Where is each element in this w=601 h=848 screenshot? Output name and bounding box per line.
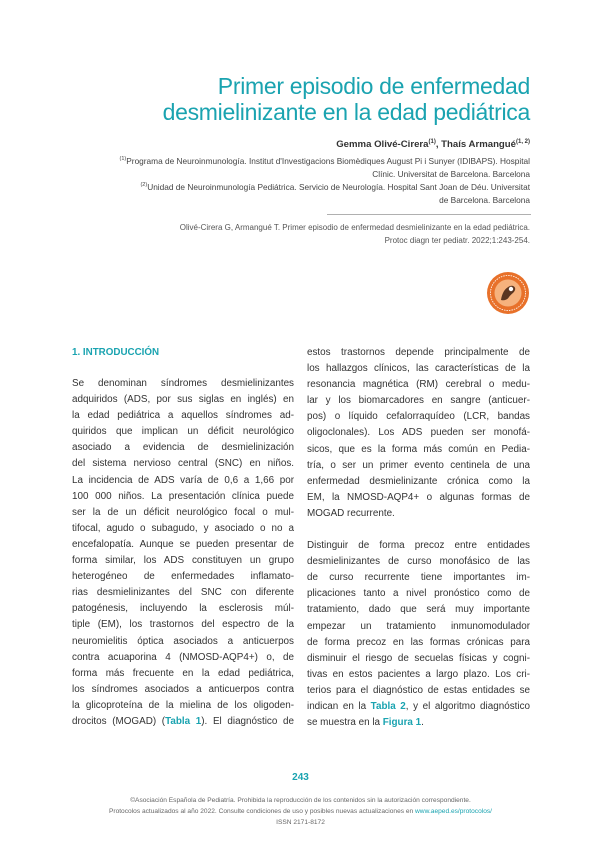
left-line-15: patogénesis, incluyendo la esclerosis múl- bbox=[72, 603, 294, 615]
left-line-20: los síndromes asociados a anticuerpos contra bbox=[72, 683, 294, 695]
affiliation-1 bbox=[120, 153, 530, 181]
affiliation-1-line-2: Clínic. Universitat de Barcelona. Barcelona bbox=[372, 168, 530, 179]
left-line-21: la glicoproteína de la mielina de los oligoden- bbox=[72, 699, 294, 711]
tabla-1-link[interactable]: Tabla 1 bbox=[165, 715, 202, 727]
right-paragraph-1 bbox=[307, 345, 530, 522]
affiliation-2-line-1: Unidad de Neuroinmunología Pediátrica. Servicio de Neurología. Hospital Sant Joan de Déu. Universitat bbox=[147, 181, 530, 192]
right-p2-line-11 bbox=[307, 699, 530, 715]
affiliation-1-line-1: Programa de Neuroinmunología. Institut d'Investigacions Biomèdiques August Pi i Sunyer (IDIBAPS). Hospital bbox=[126, 155, 530, 166]
left-line-8: 100 000 niños. La presentación clínica puede bbox=[72, 490, 294, 502]
right-p1-line-10: EM, la NMOSD-AQP4+ o algunas formas de bbox=[307, 491, 530, 503]
citation-divider bbox=[327, 214, 531, 215]
section-heading: 1. INTRODUCCIÓN bbox=[72, 347, 160, 358]
left-line-7: La incidencia de ADS varía de 0,6 a 1,66 por bbox=[72, 474, 294, 486]
right-p2-line-4: plicaciones tanto a nivel pronóstico como de bbox=[307, 588, 530, 600]
title-line-1: Primer episodio de enfermedad bbox=[217, 73, 530, 99]
left-line-9: ser la de un déficit neurológico focal o mul- bbox=[72, 506, 294, 518]
aep-seal-logo-icon bbox=[486, 271, 530, 315]
affiliation-1-mark: (1) bbox=[119, 156, 127, 162]
right-p2-line-9: tivas en estos pacientes a largo plazo. Los cri- bbox=[307, 668, 530, 680]
author-2: Thaís Armangué bbox=[441, 139, 516, 151]
right-p1-line-6: oligoclonales). Los ADS pueden ser monofá- bbox=[307, 427, 530, 439]
author-2-affil: (1, 2) bbox=[515, 139, 530, 145]
right-p2-line-3: de curso recurrente tiene importantes im- bbox=[307, 572, 530, 584]
left-last-line bbox=[72, 714, 294, 730]
right-p1-line-2: los hallazgos clínicos, las características de la bbox=[307, 363, 530, 375]
affiliation-2 bbox=[140, 179, 530, 207]
left-paragraph bbox=[72, 376, 294, 730]
footer-url-link[interactable]: www.aeped.es/protocolos/ bbox=[415, 808, 493, 815]
right-p1-line-8: tría, o ser un primer evento centinela de una bbox=[307, 459, 530, 471]
citation-line-1: Olivé-Cirera G, Armangué T. Primer episodio de enfermedad desmielinizante en la edad pediátrica. bbox=[179, 223, 530, 232]
left-line-14: rias desmielinizantes del SNC con diferente bbox=[72, 587, 294, 599]
left-line-16: tiple (EM), los trastornos del espectro de la bbox=[72, 619, 294, 631]
footer-update-text: Protocolos actualizados al año 2022. Consulte condiciones de uso y posibles nuevas actualizaciones en bbox=[108, 808, 416, 815]
left-line-10: tifocal, agudo o subagudo, y asociado o no a bbox=[72, 522, 294, 534]
left-line-17: neuromielitis óptica asociados a anticuerpos bbox=[72, 635, 294, 647]
page-number: 243 bbox=[292, 772, 309, 783]
author-separator: , bbox=[435, 139, 442, 151]
left-line-19: forma más frecuente en la edad pediátrica, bbox=[72, 667, 294, 679]
right-p2-line-12 bbox=[307, 715, 530, 731]
article-title bbox=[163, 73, 530, 125]
left-line-3: la edad pediátrica a aquellos síndromes ad- bbox=[72, 410, 294, 422]
right-p2-line-10: terios para el diagnóstico de estas entidades se bbox=[307, 684, 530, 696]
right-p1-line-7: sicos, que es la forma más común en Pedia- bbox=[307, 443, 530, 455]
affiliation-2-mark: (2) bbox=[140, 182, 148, 188]
left-last-line-end: ). El diagnóstico de bbox=[201, 715, 294, 727]
right-p1-line-4: lar y los biomarcadores en sangre (anticuer- bbox=[307, 395, 530, 407]
authors bbox=[336, 139, 530, 150]
left-line-4: quiridos que implican un déficit neurológico bbox=[72, 426, 294, 438]
citation bbox=[180, 221, 530, 247]
right-p2-line-2: desmielinizantes de curso monofásico de las bbox=[307, 556, 530, 568]
right-line-11-start: indican en la bbox=[307, 700, 371, 712]
left-line-18: contra acuaporina 4 (NMOSD-AQP4+) o, de bbox=[72, 651, 294, 663]
footer-issn: ISSN 2171-8172 bbox=[276, 819, 325, 826]
right-line-11-end: , y el algoritmo diagnóstico bbox=[405, 700, 530, 712]
right-p2-line-7: de forma precoz en las formas crónicas para bbox=[307, 636, 530, 648]
right-p1-line-1: estos trastornos depende principalmente de bbox=[307, 347, 530, 358]
right-p2-line-5: tratamiento, dado que será muy importante bbox=[307, 604, 530, 616]
right-p1-line-11: MOGAD recurrente. bbox=[307, 507, 395, 519]
left-last-line-start: drocitos (MOGAD) ( bbox=[72, 715, 166, 727]
affiliation-2-line-2: de Barcelona. Barcelona bbox=[439, 194, 530, 205]
right-p1-line-5: pos) o líquido cefalorraquídeo (LCR, bandas bbox=[307, 411, 530, 423]
right-p1-line-9: enfermedad desmielinizante crónica como la bbox=[307, 475, 530, 487]
right-p2-line-1: Distinguir de forma precoz entre entidades bbox=[307, 540, 530, 552]
left-line-2: adquiridos (ADS, por sus siglas en inglés) en bbox=[72, 394, 294, 406]
right-paragraph-2 bbox=[307, 538, 530, 731]
figura-1-link[interactable]: Figura 1 bbox=[382, 717, 422, 729]
right-line-12-start: se muestra en la bbox=[307, 717, 383, 729]
author-1: Gemma Olivé-Cirera bbox=[336, 139, 429, 151]
left-column bbox=[72, 376, 294, 730]
left-line-11: encefalopatía. Aunque se pueden presentar de bbox=[72, 538, 294, 550]
right-p2-line-8: disminuir el riesgo de secuelas físicas y cogni- bbox=[307, 652, 530, 664]
left-line-13: heterogéneo de enfermedades inflamato- bbox=[72, 571, 294, 583]
left-line-1: Se denominan síndromes desmielinizantes bbox=[72, 378, 294, 389]
footer-copyright: ©Asociación Española de Pediatría. Prohibida la reproducción de los contenidos sin la autorización correspondiente. bbox=[130, 797, 471, 804]
left-line-6: del sistema nervioso central (SNC) en niños. bbox=[72, 458, 294, 470]
left-line-12: forma similar, los ADS constituyen un grupo bbox=[72, 555, 294, 567]
right-line-12-end: . bbox=[421, 717, 424, 729]
right-p1-line-3: resonancia magnética (RM) cerebral o medu- bbox=[307, 379, 530, 391]
title-line-2: desmielinizante en la edad pediátrica bbox=[162, 99, 530, 125]
tabla-2-link[interactable]: Tabla 2 bbox=[370, 700, 406, 712]
author-1-affil: (1) bbox=[428, 139, 436, 145]
right-p2-line-6: empezar un tratamiento inmunomodulador bbox=[307, 620, 530, 632]
left-line-5: asociado a evidencia de desmielinización bbox=[72, 442, 294, 454]
right-column bbox=[307, 345, 530, 731]
citation-line-2: Protoc diagn ter pediatr. 2022;1:243-254. bbox=[384, 236, 530, 245]
